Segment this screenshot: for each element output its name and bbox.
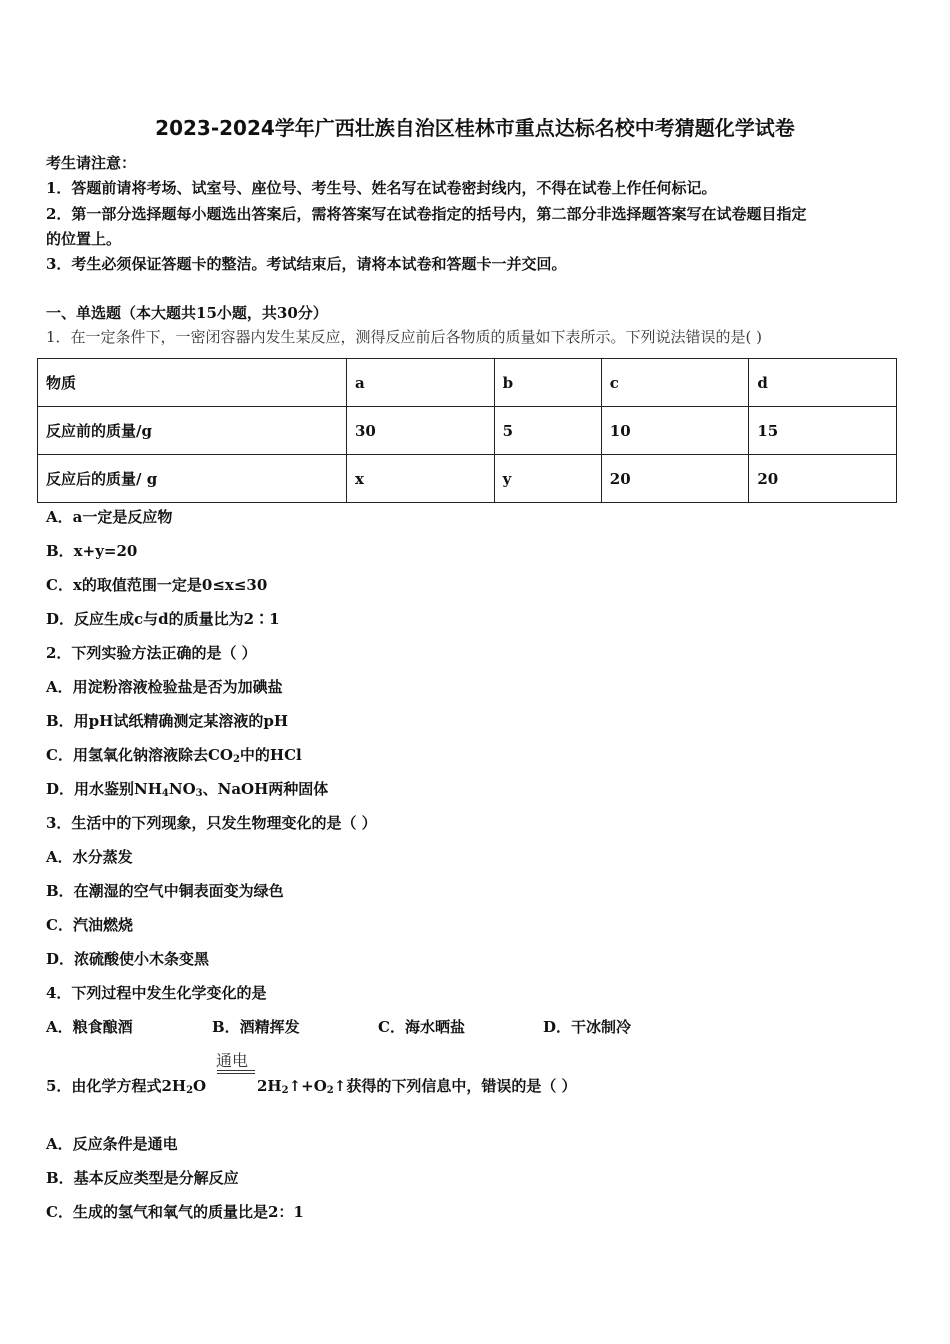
table-cell: a: [347, 359, 495, 407]
option-item: B．酒精挥发: [212, 1018, 300, 1036]
question-2-stem: 2．下列实验方法正确的是（ ）: [46, 644, 257, 662]
option-item: C．用氢氧化钠溶液除去$CO_2$中的HCl: [46, 746, 302, 765]
question-1-stem: 1．在一定条件下，一密闭容器内发生某反应，测得反应前后各物质的质量如下表所示。下列说法错误的是( ): [46, 328, 763, 346]
option-item: C．生成的氢气和氧气的质量比是2：1: [46, 1203, 304, 1221]
table-cell: x: [347, 455, 495, 503]
question-5-stem: 5．由化学方程式$2H_2O$: [46, 1077, 207, 1096]
option-item: C．海水晒盐: [378, 1018, 465, 1036]
table-row: [38, 407, 897, 455]
table-cell: 反应后的质量/ g: [38, 455, 347, 503]
option-item: A．水分蒸发: [46, 848, 133, 866]
table-cell: 20: [749, 455, 897, 503]
table-cell: y: [494, 455, 601, 503]
question-4-stem: 4．下列过程中发生化学变化的是: [46, 984, 267, 1002]
option-item: A．反应条件是通电: [46, 1135, 178, 1153]
option-item: B．在潮湿的空气中铜表面变为绿色: [46, 882, 284, 900]
notice-item: 3．考生必须保证答题卡的整洁。考试结束后，请将本试卷和答题卡一并交回。: [46, 255, 567, 273]
table-row: [38, 359, 897, 407]
option-item: B．用pH试纸精确测定某溶液的pH: [46, 712, 289, 730]
table-cell: 30: [347, 407, 495, 455]
option-item: D．用水鉴别$NH_4NO_3$、NaOH两种固体: [46, 780, 329, 799]
page-title: 2023-2024学年广西壮族自治区桂林市重点达标名校中考猜题化学试卷: [155, 116, 795, 140]
table-cell: 物质: [38, 359, 347, 407]
question-3-stem: 3．生活中的下列现象，只发生物理变化的是（ ）: [46, 814, 377, 832]
mass-table: [37, 358, 897, 503]
table-cell: 15: [749, 407, 897, 455]
question-5-stem-rest: $2H_2↑+O_2↑$获得的下列信息中，错误的是（ ）: [257, 1077, 577, 1096]
option-item: D．浓硫酸使小木条变黑: [46, 950, 210, 968]
option-item: A．a一定是反应物: [46, 508, 173, 526]
notice-item: 2．第一部分选择题每小题选出答案后，需将答案写在试卷指定的括号内，第二部分非选择题答案写在试卷题目指定: [46, 205, 807, 223]
option-item: C．x的取值范围一定是0≤x≤30: [46, 576, 268, 594]
table-row: [38, 455, 897, 503]
table-cell: d: [749, 359, 897, 407]
option-item: B．x+y=20: [46, 542, 138, 560]
equation-bar: [217, 1073, 255, 1074]
option-item: B．基本反应类型是分解反应: [46, 1169, 239, 1187]
table-cell: c: [601, 359, 749, 407]
option-item: D．干冰制冷: [543, 1018, 632, 1036]
reaction-condition: 通电: [216, 1051, 249, 1070]
notice-heading: 考生请注意：: [46, 154, 137, 172]
option-item: A．用淀粉溶液检验盐是否为加碘盐: [46, 678, 283, 696]
option-item: C．汽油燃烧: [46, 916, 133, 934]
notice-item: 1．答题前请将考场、试室号、座位号、考生号、姓名写在试卷密封线内，不得在试卷上作任何标记。: [46, 179, 717, 197]
section-heading: 一、单选题（本大题共15小题，共30分）: [46, 304, 328, 322]
option-item: A．粮食酿酒: [46, 1018, 133, 1036]
option-item: D．反应生成c与d的质量比为2∶1: [46, 610, 280, 628]
table-cell: 反应前的质量/g: [38, 407, 347, 455]
table-cell: b: [494, 359, 601, 407]
notice-item: 的位置上。: [46, 230, 122, 248]
table-cell: 20: [601, 455, 749, 503]
table-cell: 5: [494, 407, 601, 455]
table-cell: 10: [601, 407, 749, 455]
equation-bar: [217, 1070, 255, 1071]
